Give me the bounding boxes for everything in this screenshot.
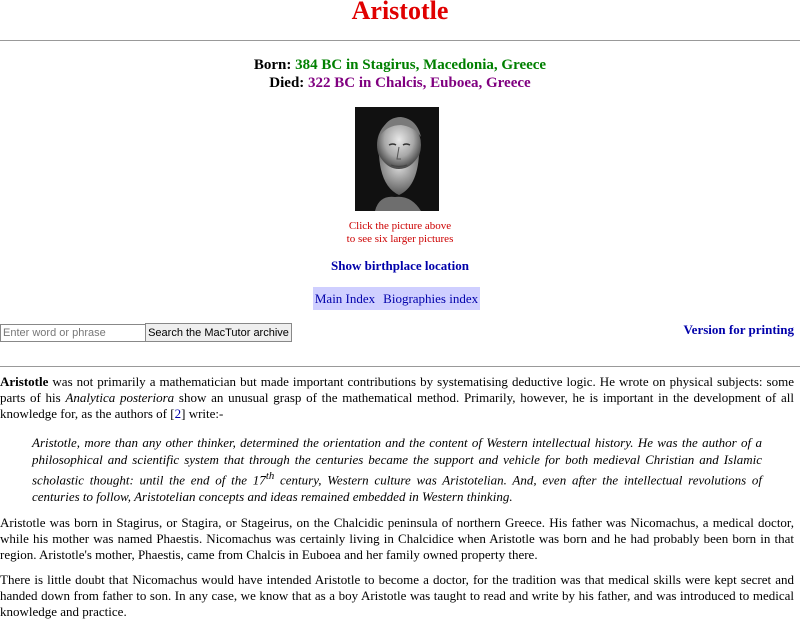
- main-index-link[interactable]: Main Index: [314, 290, 376, 306]
- page-title: Aristotle: [351, 0, 449, 25]
- paragraph-2: Aristotle was born in Stagirus, or Stagira, or Stageirus, on the Chalcidic peninsula of northern Greece. His father was Nicomachus, a medical doctor, while his mother was named Phaestis. Nicomachus was certainly living in Chalcidice when Aristotle was born and he had probably been born in that region. Aristotle's mother, Phaestis, came from Chalcis in Euboea and her family owned property there.: [0, 515, 794, 563]
- biography-content: [0, 374, 794, 629]
- index-nav: [313, 287, 480, 310]
- born-line: [0, 57, 800, 74]
- died-label: Died:: [269, 75, 305, 91]
- portrait-caption: [0, 220, 800, 246]
- paragraph-3: There is little doubt that Nicomachus would have intended Aristotle to become a doctor, for the tradition was that medical skills were kept secret and handed down from father to son. In any case, we know that as a boy Aristotle was taught to read and write by his father, and was introduced to medical knowledge and practice.: [0, 572, 794, 620]
- work-title: Analytica posteriora: [65, 390, 175, 405]
- birthplace-link[interactable]: Show birthplace location: [331, 258, 469, 273]
- portrait-image[interactable]: [355, 107, 439, 211]
- caption-line-1: Click the picture above: [348, 220, 452, 232]
- died-value: 322 BC in Chalcis, Euboea, Greece: [308, 75, 531, 91]
- divider-top: [0, 40, 800, 41]
- paragraph-1: Aristotle was not primarily a mathematician but made important contributions by systematising deductive logic. He wrote on physical subjects: some parts of his Analytica posteriora show an unusual grasp of the mathematical method. Primarily, however, he is important in the development of all knowledge for, as the authors of [2] write:-: [0, 374, 794, 421]
- block-quote: Aristotle, more than any other thinker, determined the orientation and the content of Western intellectual history. He was the author of a philosophical and scientific system that through the centuries became the support and vehicle for both medieval Christian and Islamic scholastic thought: until the end of the 17th century, Western culture was Aristotelian. And, even after the intellectual revolutions of centuries to follow, Aristotelian concepts and ideas remained embedded in Western thinking.: [32, 435, 762, 505]
- aristotle-bust-image: [355, 107, 439, 211]
- search-input[interactable]: [0, 324, 146, 342]
- subject-name: Aristotle: [0, 374, 49, 389]
- divider-content: [0, 366, 800, 367]
- born-value: 384 BC in Stagirus, Macedonia, Greece: [295, 57, 547, 73]
- version-for-printing-link[interactable]: Version for printing: [683, 322, 794, 337]
- search-button[interactable]: Search the MacTutor archive: [145, 323, 292, 342]
- reference-link[interactable]: 2: [174, 406, 182, 421]
- biographies-index-link[interactable]: Biographies index: [383, 290, 479, 306]
- born-label: Born:: [253, 57, 292, 73]
- died-line: [0, 75, 800, 92]
- caption-line-2: to see six larger pictures: [346, 233, 454, 245]
